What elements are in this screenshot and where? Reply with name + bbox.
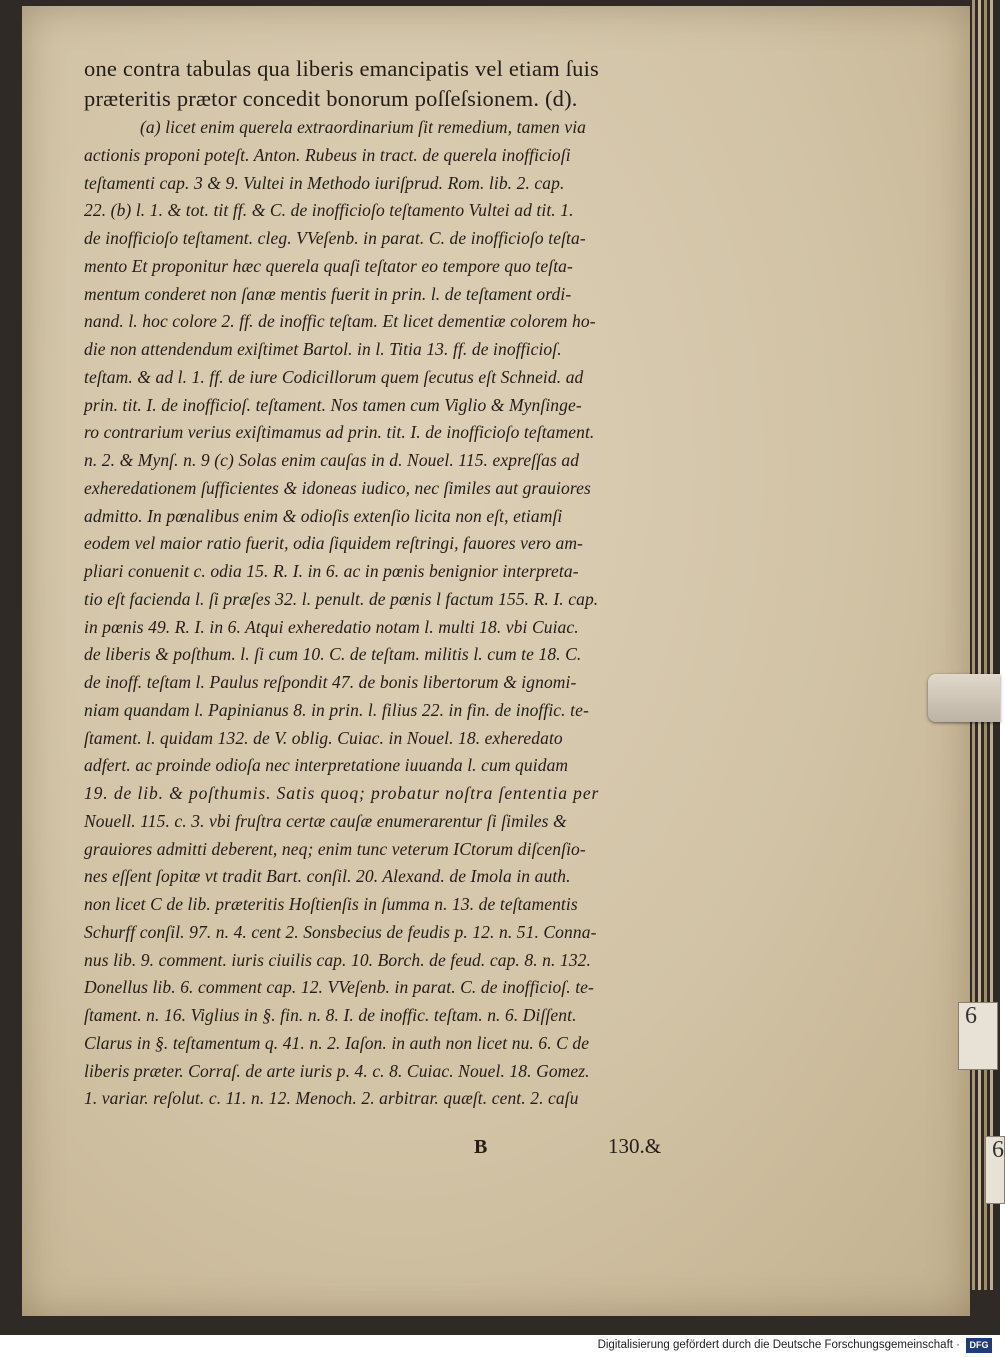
page-edge <box>990 0 993 1290</box>
body-line: admitto. In pœnalibus enim & odioſis extenſio licita non eſt, etiamſi <box>84 505 563 526</box>
heading-line: prӕteritis prӕtor concedit bonorum poſſeſsionem. (d). <box>84 86 578 111</box>
body-line: de liberis & poſthum. l. ſi cum 10. C. de teſtam. militis l. cum te 18. C. <box>84 644 582 665</box>
body-line: exheredationem ſufficientes & idoneas iudico, nec ſimiles aut grauiores <box>84 477 591 498</box>
body-line: eodem vel maior ratio fuerit, odia ſiquidem reſtringi, fauores vero am- <box>84 533 583 554</box>
body-line: adfert. ac proinde odioſa nec interpretatione iuuanda l. cum quidam <box>84 755 569 776</box>
body-line: Donellus lib. 6. comment cap. 12. VVeſenb. in parat. C. de inofficioſ. te- <box>84 977 594 998</box>
heading-line: one contra tabulas qua liberis emancipatis vel etiam ſuis <box>84 56 599 81</box>
body-line: teſtamenti cap. 3 & 9. Vultei in Methodo iuriſprud. Rom. lib. 2. cap. <box>84 172 565 193</box>
body-line: non licet C de lib. prӕteritis Hoſtienſis in ſumma n. 13. de teſtamentis <box>84 894 578 914</box>
book-page <box>22 6 970 1316</box>
signature-mark: B <box>474 1136 488 1158</box>
body-line: grauiores admitti deberent, neq; enim tunc veterum ICtorum diſcenſio- <box>84 838 586 859</box>
body-line: ſtament. n. 16. Viglius in §. fin. n. 8. I. de inoffic. teſtam. n. 6. Diſſent. <box>84 1005 577 1025</box>
body-line: nand. l. hoc colore 2. ff. de inoffic teſtam. Et licet dementiӕ colorem ho- <box>84 311 596 332</box>
body-line: 22. (b) l. 1. & tot. tit ff. & C. de inofficioſo teſtamento Vultei ad tit. 1. <box>84 200 574 221</box>
body-line: Schurff conſil. 97. n. 4. cent 2. Sonsbecius de feudis p. 12. n. 51. Conna- <box>84 921 597 942</box>
body-line: 1. variar. reſolut. c. 11. n. 12. Menoch. 2. arbitrar. quӕſt. cent. 2. caſu <box>84 1088 579 1109</box>
page-edge <box>978 0 981 1290</box>
dfg-logo-icon: DFG <box>966 1338 992 1353</box>
body-line: pliari conuenit c. odia 15. R. I. in 6. ac in pœnis benignior interpreta- <box>84 561 579 581</box>
body-line: ſtament. l. quidam 132. de V. oblig. Cuiac. in Nouel. 18. exheredato <box>84 727 563 748</box>
margin-label: 6 <box>985 1136 1005 1204</box>
body-line: mentum conderet non ſanӕ mentis fuerit in prin. l. de teſtament ordi- <box>84 283 572 304</box>
body-line: nes eſſent ſopitӕ vt tradit Bart. conſil. 20. Alexand. de Imola in auth. <box>84 866 571 887</box>
body-line: n. 2. & Mynſ. n. 9 (c) Solas enim cauſas in d. Nouel. 115. expreſſas ad <box>84 450 580 470</box>
body-line: in pœnis 49. R. I. in 6. Atqui exheredatio notam l. multi 18. vbi Cuiac. <box>84 616 579 637</box>
body-line: mento Et proponitur hӕc querela quaſi teſtator eo tempore quo teſta- <box>84 255 573 276</box>
body-line: liberis prӕter. Corraſ. de arte iuris p. 4. c. 8. Cuiac. Nouel. 18. Gomez. <box>84 1060 590 1081</box>
catchword: 130.& <box>608 1134 662 1158</box>
body-line: de inoff. teſtam l. Paulus reſpondit 47. de bonis libertorum & ignomi- <box>84 672 577 692</box>
body-line: prin. tit. I. de inofficioſ. teſtament. Nos tamen cum Viglio & Mynſinge- <box>84 394 582 415</box>
body-line: (a) licet enim querela extraordinarium ſit remedium, tamen via <box>140 117 587 137</box>
body-line: niam quandam l. Papinianus 8. in prin. l. filius 22. in fin. de inoffic. te- <box>84 699 589 720</box>
body-line: Nouell. 115. c. 3. vbi fruſtra certӕ cauſӕ enumerarentur ſi ſimiles & <box>84 810 567 831</box>
body-line: Clarus in §. teſtamentum q. 41. n. 2. Iaſon. in auth non licet nu. 6. C de <box>84 1032 590 1053</box>
page-edge <box>972 0 975 1290</box>
body-line: de inofficioſo teſtament. cleg. VVeſenb. in parat. C. de inofficioſo teſta- <box>84 228 586 248</box>
margin-label: 6 <box>958 1002 998 1070</box>
footer-bar <box>0 1335 1000 1357</box>
body-line: tio eſt facienda l. ſi prӕſes 32. l. penult. de pœnis l factum 155. R. I. cap. <box>84 588 599 609</box>
body-line: teſtam. & ad l. 1. ff. de iure Codicillorum quem ſecutus eſt Schneid. ad <box>84 366 584 387</box>
body-line: ro contrarium verius exiſtimamus ad prin. tit. I. de inofficioſo teſtament. <box>84 422 595 443</box>
page-clip-tab <box>928 674 1000 722</box>
page-text <box>84 54 744 1113</box>
body-line: actionis proponi poteſt. Anton. Rubeus in tract. de querela inofficioſi <box>84 144 571 165</box>
body-line: 19. de lib. & poſthumis. Satis quoq; probatur noſtra ſententia per <box>84 783 600 803</box>
body-line: die non attendendum exiſtimet Bartol. in l. Titia 13. ff. de inofficioſ. <box>84 339 562 359</box>
body-line: nus lib. 9. comment. iuris ciuilis cap. 10. Borch. de feud. cap. 8. n. 132. <box>84 949 592 970</box>
funding-credit: Digitalisierung gefördert durch die Deutsche Forschungsgemeinschaft · <box>597 1339 960 1351</box>
page-edge <box>984 0 987 1290</box>
